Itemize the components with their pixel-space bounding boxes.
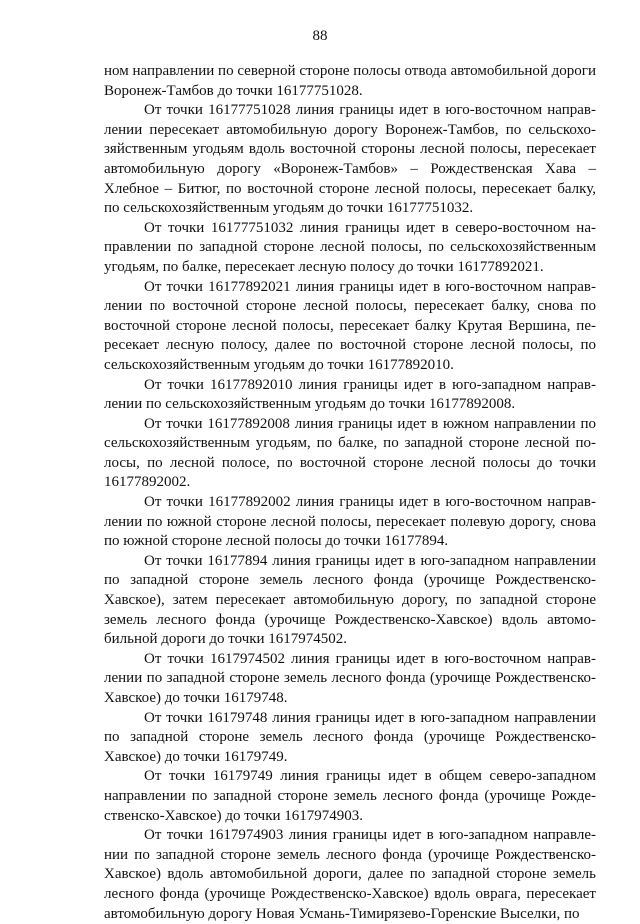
paragraph: От точки 1617974903 линия границы идет в юго-западном направлении по западной стороне земель лесного фонда (урочище Рождественско-Хавское) вдоль автомобильной дороги, далее по западной стороне земель лесного фонда (урочище Рождественско-Хавское) вдоль оврага, пересекает автомобильную дорогу Новая Усмань-Тимирязево-Горенские Выселки, по (104, 827, 596, 922)
paragraph: От точки 16179749 линия границы идет в общем северо-западном направлении по западной стороне земель лесного фонда (урочище Рождественско-Хавское) до точки 1617974903. (104, 768, 596, 824)
paragraph: От точки 16177751028 линия границы идет в юго-восточном направлении пересекает автомобильную дорогу Воронеж-Тамбов, по сельскохозяйственным угодьям вдоль восточной стороны лесной полосы, пересекает автомобильную дорогу «Воронеж-Тамбов» – Рождественская Хава – Хлебное – Битюг, по восточной стороне лесной полосы, пересекает балку, по сельскохозяйственным угодьям до точки 16177751032. (104, 102, 596, 217)
page-number: 88 (312, 28, 328, 44)
paragraph: От точки 16177892021 линия границы идет в юго-восточном направлении по восточной стороне лесной полосы, пересекает балку, снова по восточной стороне лесной полосы, пересекает балку Крутая Вершина, пересекает лесную полосу, далее по восточной стороне лесной полосы, по сельскохозяйственным угодьям до точки 16177892010. (104, 278, 596, 373)
paragraph: От точки 16177892010 линия границы идет в юго-западном направлении по сельскохозяйственным угодьям до точки 16177892008. (104, 376, 596, 413)
paragraph: От точки 16177751032 линия границы идет в северо-восточном направлении по западной стороне лесной полосы, по сельскохозяйственным угодьям, по балке, пересекает лесную полосу до точки 16177892021. (104, 219, 596, 275)
paragraph: От точки 16179748 линия границы идет в юго-западном направлении по западной стороне земель лесного фонда (урочище Рождественско-Хавское) до точки 16179749. (104, 709, 596, 765)
paragraph: От точки 1617974502 линия границы идет в юго-восточном направлении по западной стороне земель лесного фонда (урочище Рождественско-Хавское) до точки 16179748. (104, 650, 596, 706)
paragraph: От точки 16177894 линия границы идет в юго-западном направлении по западной стороне земель лесного фонда (урочище Рождественско-Хавское), затем пересекает автомобильную дорогу, по западной стороне земель лесного фонда (урочище Рождественско-Хавское) вдоль автомобильной дороги до точки 1617974502. (104, 552, 596, 648)
paragraph: От точки 16177892002 линия границы идет в юго-восточном направлении по южной стороне лесной полосы, пересекает полевую дорогу, снова по южной стороне лесной полосы до точки 16177894. (104, 494, 596, 550)
paragraph: От точки 16177892008 линия границы идет в южном направлении по сельскохозяйственным угодьям, по балке, по западной стороне лесной полосы, по лесной полосе, по восточной стороне лесной полосы до точки 16177892002. (104, 415, 596, 491)
body-text (104, 62, 596, 924)
paragraph: ном направлении по северной стороне полосы отвода автомобильной дороги Воронеж-Тамбов до точки 16177751028. (104, 63, 596, 99)
